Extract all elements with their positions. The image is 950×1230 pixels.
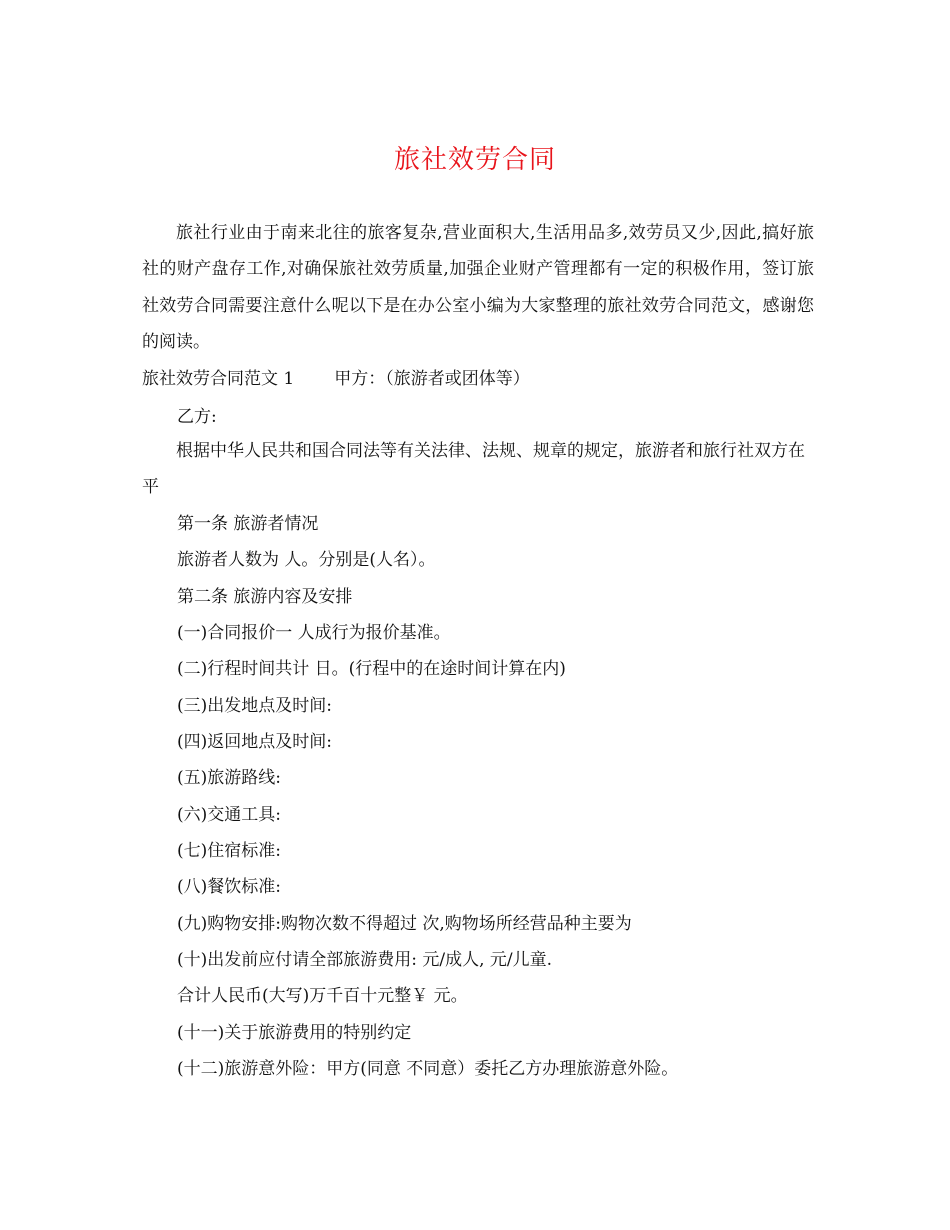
list-item: (九)购物安排:购物次数不得超过 次,购物场所经营品种主要为 bbox=[177, 914, 632, 934]
list-item: (十一)关于旅游费用的特别约定 bbox=[177, 1023, 412, 1043]
list-item: (十二)旅游意外险：甲方(同意 不同意）委托乙方办理旅游意外险。 bbox=[177, 1059, 679, 1079]
list-item: (二)行程时间共计 日。(行程中的在途时间计算在内) bbox=[177, 659, 566, 679]
article-1-title: 第一条 旅游者情况 bbox=[177, 514, 319, 534]
list-item: (六)交通工具: bbox=[177, 805, 281, 825]
list-item: (十)出发前应付请全部旅游费用: 元/成人, 元/儿童. bbox=[177, 950, 553, 970]
article-2-title: 第二条 旅游内容及安排 bbox=[177, 587, 353, 607]
intro-paragraph: 旅社行业由于南来北往的旅客复杂,营业面积大,生活用品多,效劳员又少,因此,搞好旅社的财产盘存工作,对确保旅社效劳质量,加强企业财产管理都有一定的积极作用，签订旅社效劳合同需要注意什么呢以下是在办公室小编为大家整理的旅社效劳合同范文，感谢您的阅读。 bbox=[142, 223, 814, 353]
party-b: 乙方: bbox=[177, 407, 217, 427]
list-item: (四)返回地点及时间: bbox=[177, 732, 332, 752]
legal-basis-paragraph: 根据中华人民共和国合同法等有关法律、法规、规章的规定，旅游者和旅行社双方在平 bbox=[142, 441, 805, 498]
sample-heading-line bbox=[142, 367, 530, 391]
article-1-body: 旅游者人数为 人。分别是(人名）。 bbox=[177, 550, 436, 570]
list-item: 合计人民币(大写)万千百十元整￥ 元。 bbox=[177, 986, 468, 1006]
list-item: (七)住宿标准: bbox=[177, 841, 281, 861]
list-item: (一)合同报价一 人成行为报价基准。 bbox=[177, 623, 451, 643]
document-title: 旅社效劳合同 bbox=[393, 145, 556, 175]
sample-heading: 旅社效劳合同范文 1 bbox=[142, 369, 295, 389]
list-item: (五)旅游路线: bbox=[177, 768, 281, 788]
party-a: 甲方：（旅游者或团体等） bbox=[334, 369, 530, 389]
list-item: (八)餐饮标准: bbox=[177, 877, 281, 897]
list-item: (三)出发地点及时间: bbox=[177, 696, 332, 716]
